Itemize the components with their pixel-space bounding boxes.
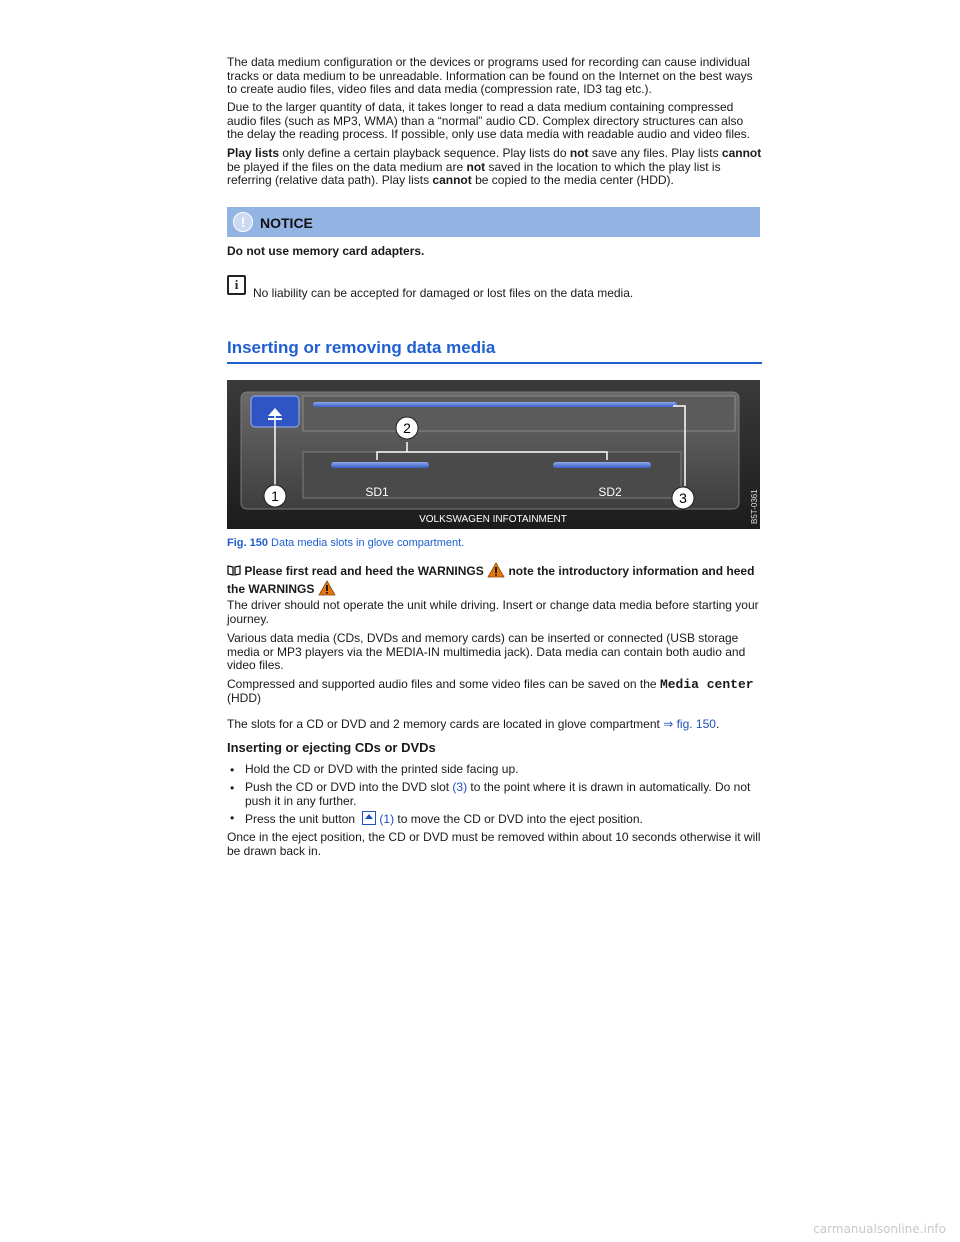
media-center-paragraph — [227, 678, 762, 705]
figure-code: B5T-0361 — [750, 489, 759, 524]
sd1-label: SD1 — [365, 485, 389, 499]
text: Compressed and supported audio files and some video files can be saved on the — [227, 677, 660, 691]
bullet-icon: • — [230, 781, 235, 795]
bullet-icon: • — [230, 763, 235, 777]
bullet-text — [227, 781, 762, 808]
subheading: Inserting or ejecting CDs or DVDs — [227, 740, 436, 755]
bullet-icon: • — [230, 811, 235, 825]
section-title: Inserting or removing data media — [227, 338, 762, 364]
notice-label: NOTICE — [260, 215, 313, 231]
intro-paragraph-3 — [227, 147, 762, 188]
text: to the point where it is drawn in automatically. Do not push it in any further. — [245, 780, 751, 808]
bold-text: cannot — [432, 173, 472, 188]
figure-link[interactable]: ⇒ fig. 150 — [663, 717, 716, 731]
figure-caption-text: Data media slots in glove compartment. — [267, 537, 465, 549]
bullet-text: Hold the CD or DVD with the printed side facing up. — [245, 762, 519, 776]
text: Push the CD or DVD into the DVD slot — [245, 780, 453, 794]
list-item — [227, 781, 762, 808]
sd1-slot — [331, 462, 429, 468]
info-icon: i — [227, 275, 246, 295]
dvd-slot-bezel — [303, 396, 735, 431]
sd-slot-bezel — [303, 452, 681, 498]
media-center-term: Media center — [659, 677, 754, 692]
callout-reference: (1) — [379, 812, 395, 826]
warning-reference-line — [227, 562, 762, 598]
callout-1-number: 1 — [271, 488, 279, 504]
bold-text: not — [466, 159, 486, 174]
closing-paragraph: Once in the eject position, the CD or DVD must be removed within about 10 seconds otherwise it will be drawn back in. — [227, 830, 761, 858]
text: . — [715, 717, 720, 731]
eject-button-icon — [362, 811, 376, 825]
bold-text: not — [569, 146, 589, 160]
bold-text: cannot — [721, 146, 762, 160]
dvd-slot — [313, 402, 677, 407]
brand-label: VOLKSWAGEN INFOTAINMENT — [419, 514, 567, 525]
text: only define a certain playback sequence. Play lists do — [279, 146, 570, 160]
text: be played if the files on the data medium are — [227, 159, 467, 174]
list-item — [227, 811, 762, 827]
notice-bar — [227, 207, 760, 237]
figure-caption — [227, 537, 464, 549]
text: (HDD) — [227, 690, 261, 705]
intro-paragraph-1: The data medium configuration or the devices or programs used for recording can cause individual tracks or data medium to be unreadable. Information can be found on the Internet on the best ways to create audio files, video files and data media (compression rate, ID3 tag etc.). — [227, 55, 753, 97]
driver-paragraph: The driver should not operate the unit while driving. Insert or change data media before starting your journey. — [227, 598, 759, 626]
bullet-text — [227, 811, 762, 827]
warning-text-2: note the introductory information and heed the WARNINGS — [227, 564, 755, 596]
warning-text-1: Please first read and heed the WARNINGS — [244, 564, 484, 578]
text: saved in the location to which the play list is referring (relative data path). Play lists — [227, 159, 721, 188]
list-item — [227, 763, 762, 777]
notice-text: Do not use memory card adapters. — [227, 244, 425, 258]
callout-2-number: 2 — [403, 420, 411, 436]
text: save any files. Play lists — [588, 146, 722, 160]
warning-triangle-icon — [318, 580, 336, 596]
bold-text: Play lists — [227, 146, 280, 160]
figure-number: Fig. 150 — [227, 537, 268, 549]
slots-location-paragraph — [227, 718, 762, 732]
text: be copied to the media center (HDD). — [471, 173, 674, 188]
info-note-text: No liability can be accepted for damaged or lost files on the data media. — [253, 286, 634, 300]
callout-reference: (3) — [452, 780, 468, 794]
media-types-paragraph: Various data media (CDs, DVDs and memory cards) can be inserted or connected (USB storage media or MP3 players via the MEDIA-IN multimedia jack). Data media can contain both audio and video files. — [227, 631, 746, 673]
callout-3-number: 3 — [679, 490, 687, 506]
text: The slots for a CD or DVD and 2 memory cards are located in glove compartment — [227, 717, 664, 731]
text: Press the unit button — [245, 812, 359, 826]
warning-triangle-icon — [487, 562, 505, 578]
text: to move the CD or DVD into the eject position. — [394, 812, 643, 826]
data-media-slots-figure — [227, 380, 760, 529]
exclamation-icon: ! — [233, 212, 253, 232]
watermark: carmanualsonline.info — [813, 1222, 946, 1236]
sd2-label: SD2 — [598, 485, 622, 499]
intro-paragraph-2: Due to the larger quantity of data, it takes longer to read a data medium containing compressed audio files (such as MP3, WMA) than a “normal” audio CD. Complex directory structures can also the delay the reading process. If possible, only use data media with readable audio and video files. — [227, 100, 750, 142]
book-icon — [227, 565, 241, 576]
sd2-slot — [553, 462, 651, 468]
